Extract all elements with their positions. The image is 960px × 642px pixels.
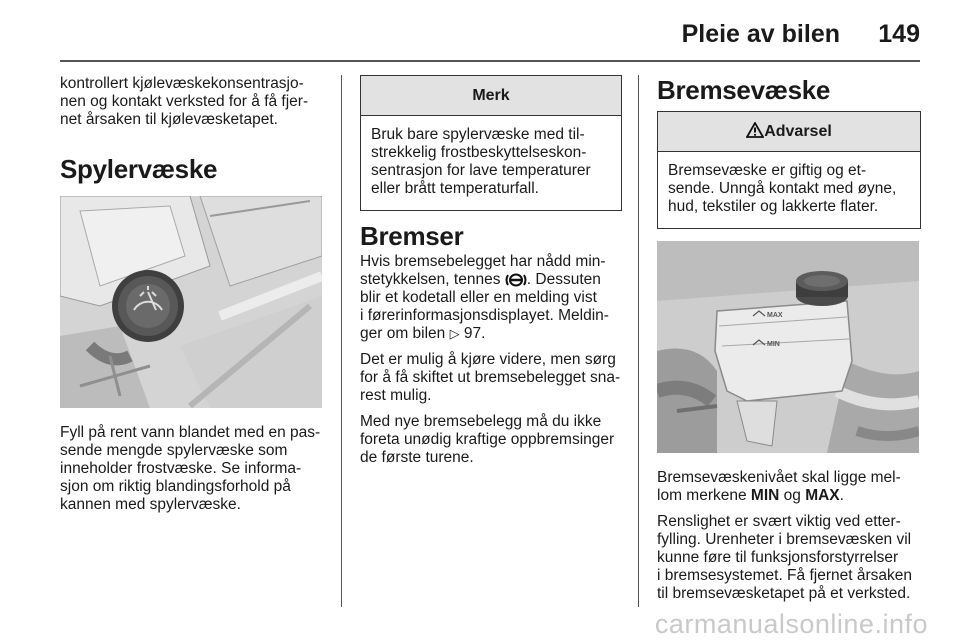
brake-warning-icon xyxy=(505,273,527,287)
warning-box xyxy=(657,111,921,229)
min-mark-text: MIN xyxy=(750,487,780,504)
text-line: lom merkene xyxy=(657,487,747,504)
section-heading-spylervaeske: Spylervæske xyxy=(60,154,218,184)
text-line: rest mulig. xyxy=(360,387,432,404)
text-line: Med nye bremsebelegg må du ikke xyxy=(360,413,602,430)
text-line: nen og kontakt verksted for å få fjer- xyxy=(60,93,309,110)
middle-column xyxy=(360,75,622,475)
text-line: i bremsesystemet. Få fjernet årsaken xyxy=(657,567,912,584)
max-mark-text: MAX xyxy=(805,487,840,504)
right-column xyxy=(657,75,921,611)
text-line: de første turene. xyxy=(360,449,474,466)
text-line: ger om bilen xyxy=(360,325,446,342)
note-box xyxy=(360,75,622,211)
text-line: Renslighet er svært viktig ved etter- xyxy=(657,513,901,530)
svg-text:MAX: MAX xyxy=(767,312,783,319)
text-line: foreta unødig kraftige oppbremsinger xyxy=(360,431,615,448)
text-line: Bremsevæske er giftig og et- xyxy=(668,162,867,179)
text-line: for å få skiftet ut bremsebelegget sna- xyxy=(360,369,621,386)
warning-triangle-icon xyxy=(746,122,764,138)
brake-pad-paragraph xyxy=(360,253,622,343)
text-line: fylling. Urenheter i bremsevæsken vil xyxy=(657,531,912,548)
page-header xyxy=(60,18,920,58)
note-body xyxy=(361,116,621,210)
section-heading-bremsevaeske: Bremsevæske xyxy=(657,75,831,105)
text-line: sentrasjon for lave temperaturer xyxy=(371,162,591,179)
text-line: net årsaken til kjølevæsketapet. xyxy=(60,111,278,128)
text-line: til bremsevæsketapet på et verksted. xyxy=(657,585,911,602)
text-line: inneholder frostvæske. Se informa- xyxy=(60,460,302,477)
header-divider xyxy=(60,60,920,62)
brake-fluid-reservoir-figure xyxy=(657,241,919,453)
text-line: kontrollert kjølevæskekonsentrasjo- xyxy=(60,75,304,92)
text-line: kannen med spylervæske. xyxy=(60,496,241,513)
text-line: Fyll på rent vann blandet med en pas- xyxy=(60,424,321,441)
cleanliness-paragraph xyxy=(657,513,921,603)
page-reference[interactable]: 97. xyxy=(463,325,486,342)
page-title: Pleie av bilen xyxy=(681,20,840,48)
intro-paragraph xyxy=(60,75,324,129)
text-line: og xyxy=(783,487,801,504)
text-line: sende. Unngå kontakt med øyne, xyxy=(668,180,897,197)
note-title: Merk xyxy=(361,76,621,116)
text-line: i førerinformasjonsdisplayet. Meldin- xyxy=(360,307,609,324)
column-divider-2 xyxy=(638,75,639,607)
text-line: Bremsevæskenivået skal ligge mel- xyxy=(657,469,901,486)
column-divider-1 xyxy=(341,75,342,607)
page-reference-arrow-icon: ▷ xyxy=(449,326,460,341)
new-pads-paragraph xyxy=(360,413,622,467)
washer-paragraph xyxy=(60,424,324,514)
text-line: stetykkelsen, tennes xyxy=(360,271,501,288)
warning-title: Advarsel xyxy=(764,123,832,140)
text-line: kunne føre til funksjonsforstyrrelser xyxy=(657,549,899,566)
section-heading-bremser: Bremser xyxy=(360,221,464,251)
text-line: eller brått temperaturfall. xyxy=(371,180,539,197)
text-line: strekkelig frostbeskyttelseskon- xyxy=(371,144,587,161)
text-line: sjon om riktig blandingsforhold på xyxy=(60,478,291,495)
left-column xyxy=(60,75,324,522)
washer-fluid-figure xyxy=(60,196,322,408)
text-line: . Dessuten xyxy=(526,271,601,288)
svg-text:MIN: MIN xyxy=(767,341,780,348)
text-line: Det er mulig å kjøre videre, men sørg xyxy=(360,351,616,368)
page-number: 149 xyxy=(878,20,920,48)
text-line: hud, tekstiler og lakkerte flater. xyxy=(668,198,879,215)
continue-driving-paragraph xyxy=(360,351,622,405)
text-line: blir et kodetall eller en melding vist xyxy=(360,289,597,306)
text-line: Hvis bremsebelegget har nådd min- xyxy=(360,253,606,270)
watermark: carmanualsonline.info xyxy=(654,609,928,639)
fluid-level-paragraph: Bremsevæskenivået skal ligge mel- lom merkene MIN og MAX. xyxy=(657,469,901,504)
warning-header xyxy=(658,112,920,152)
warning-body xyxy=(658,152,920,228)
text-line: sende mengde spylervæske som xyxy=(60,442,288,459)
text-line: Bruk bare spylervæske med til- xyxy=(371,126,585,143)
